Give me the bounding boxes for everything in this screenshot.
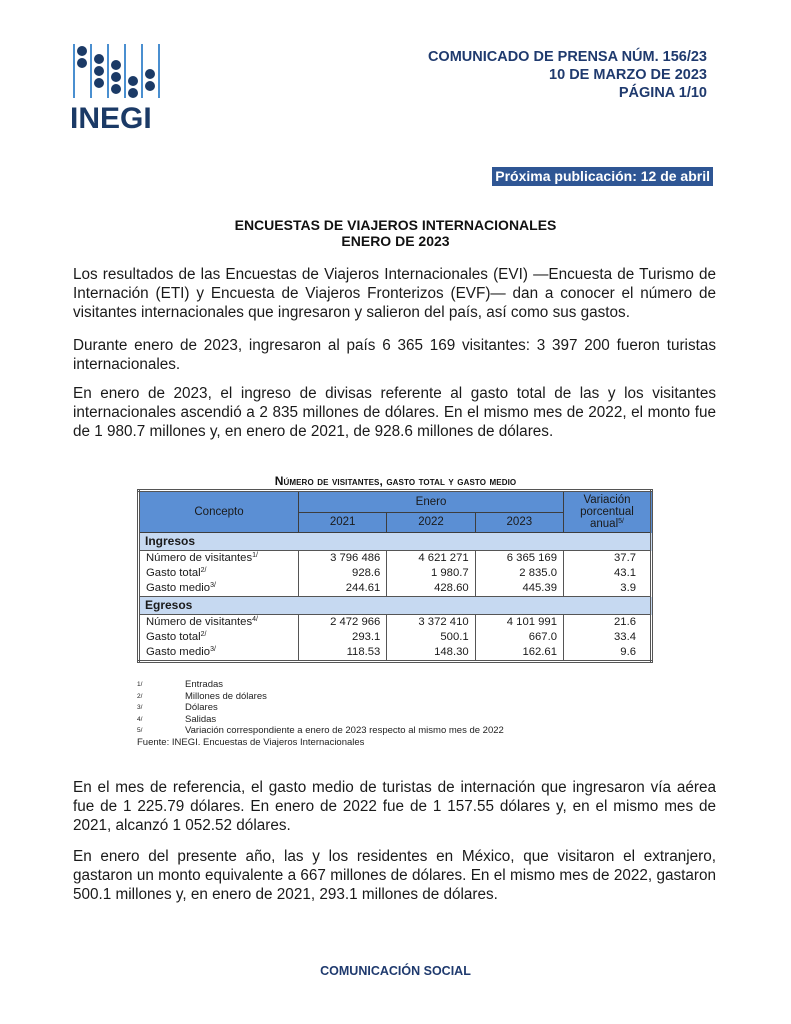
paragraph-outbound: En enero del presente año, las y los residentes en México, que visitaron el extranjero, gastaron un monto equivalente a 667 millones de dólares. En el mismo mes de 2022, gastaron 500.1 millones y, en enero de 2021, 293.1 millones de dólares. [73,848,716,903]
document-title [0,217,791,249]
table-footnotes [137,679,504,748]
table-row: Número de visitantes$^{1/}$ 3 796 486 4 621 271 6 365 169 37.7 [146,552,636,564]
footnote: 5/ Variación correspondiente a enero de 2023 respecto al mismo mes de 2022 [137,725,504,736]
paragraph-spending: En enero de 2023, el ingreso de divisas referente al gasto total de las y los visitantes internacionales ascendió a 2 835 millones de dólares. En el mismo mes de 2022, el monto fue de 1 980.7 millones y, en enero de 2021, de 928.6 millones de dólares. [73,385,716,440]
header-enero: Enero [299,491,564,513]
header-variacion: Variación porcentual anual$^{5/}$ [564,491,652,533]
footnote: 4/ Salidas [137,713,217,725]
table-source: Fuente: INEGI. Encuestas de Viajeros Internacionales [137,736,365,748]
press-release-date: 10 DE MARZO DE 2023 [549,67,707,83]
title-line-1: ENCUESTAS DE VIAJEROS INTERNACIONALES [234,217,557,233]
footer-social-communication: COMUNICACIÓN SOCIAL [320,964,471,978]
table-row: Número de visitantes$^{4/}$ 2 472 966 3 372 410 4 101 991 21.6 [146,616,636,628]
press-release-header [428,48,707,102]
table-row: Gasto total$^{2/}$ 928.6 1 980.7 2 835.0 43.1 [146,567,636,579]
table-row: Gasto medio$^{3/}$ 244.61 428.60 445.39 3.9 [139,581,652,597]
header-year-2022: 2022 [387,512,475,532]
header-concepto: Concepto [139,491,299,533]
paragraph-intro: Los resultados de las Encuestas de Viajeros Internacionales (EVI) —Encuesta de Turismo de Internación (ETI) y Encuesta de Viajeros Fronterizos (EVF)— dan a conocer el número de visitantes internacionales que ingresaron y salieron del país, así como sus gastos. [73,266,716,321]
table-row: Gasto medio$^{3/}$ 118.53 148.30 162.61 9.6 [139,645,652,662]
section-row-egresos: Egresos [139,597,652,615]
next-publication-badge: Próxima publicación: 12 de abril [492,167,713,186]
header-year-2021: 2021 [299,512,387,532]
press-release-number: COMUNICADO DE PRENSA NÚM. 156/23 [427,49,707,65]
page-number: PÁGINA 1/10 [618,85,707,101]
footnote: 3/ Dólares [137,702,218,713]
inegi-logo [70,42,190,132]
title-line-2: ENERO DE 2023 [341,233,450,249]
table-title: Número de visitantes, gasto total y gasto medio [274,474,517,488]
table-row: Gasto total$^{2/}$ 293.1 500.1 667.0 33.4 [146,631,636,643]
header-year-2023: 2023 [475,512,563,532]
footnote: 2/ Millones de dólares [137,690,267,702]
visitors-table [137,489,653,663]
inegi-logo-icon [70,42,190,132]
section-row-ingresos: Ingresos [139,533,652,551]
svg-text:INEGI: INEGI [70,102,152,132]
paragraph-average-spending: En el mes de referencia, el gasto medio de turistas de internación que ingresaron vía aérea fue de 1 225.79 dólares. En enero de 2022 fue de 1 157.55 dólares y, en el mismo mes de 2021, alcanzó 1 052.52 dólares. [73,779,716,834]
paragraph-visitors: Durante enero de 2023, ingresaron al país 6 365 169 visitantes: 3 397 200 fueron turistas internacionales. [73,337,716,373]
footnote: 1/ Entradas [137,679,224,690]
